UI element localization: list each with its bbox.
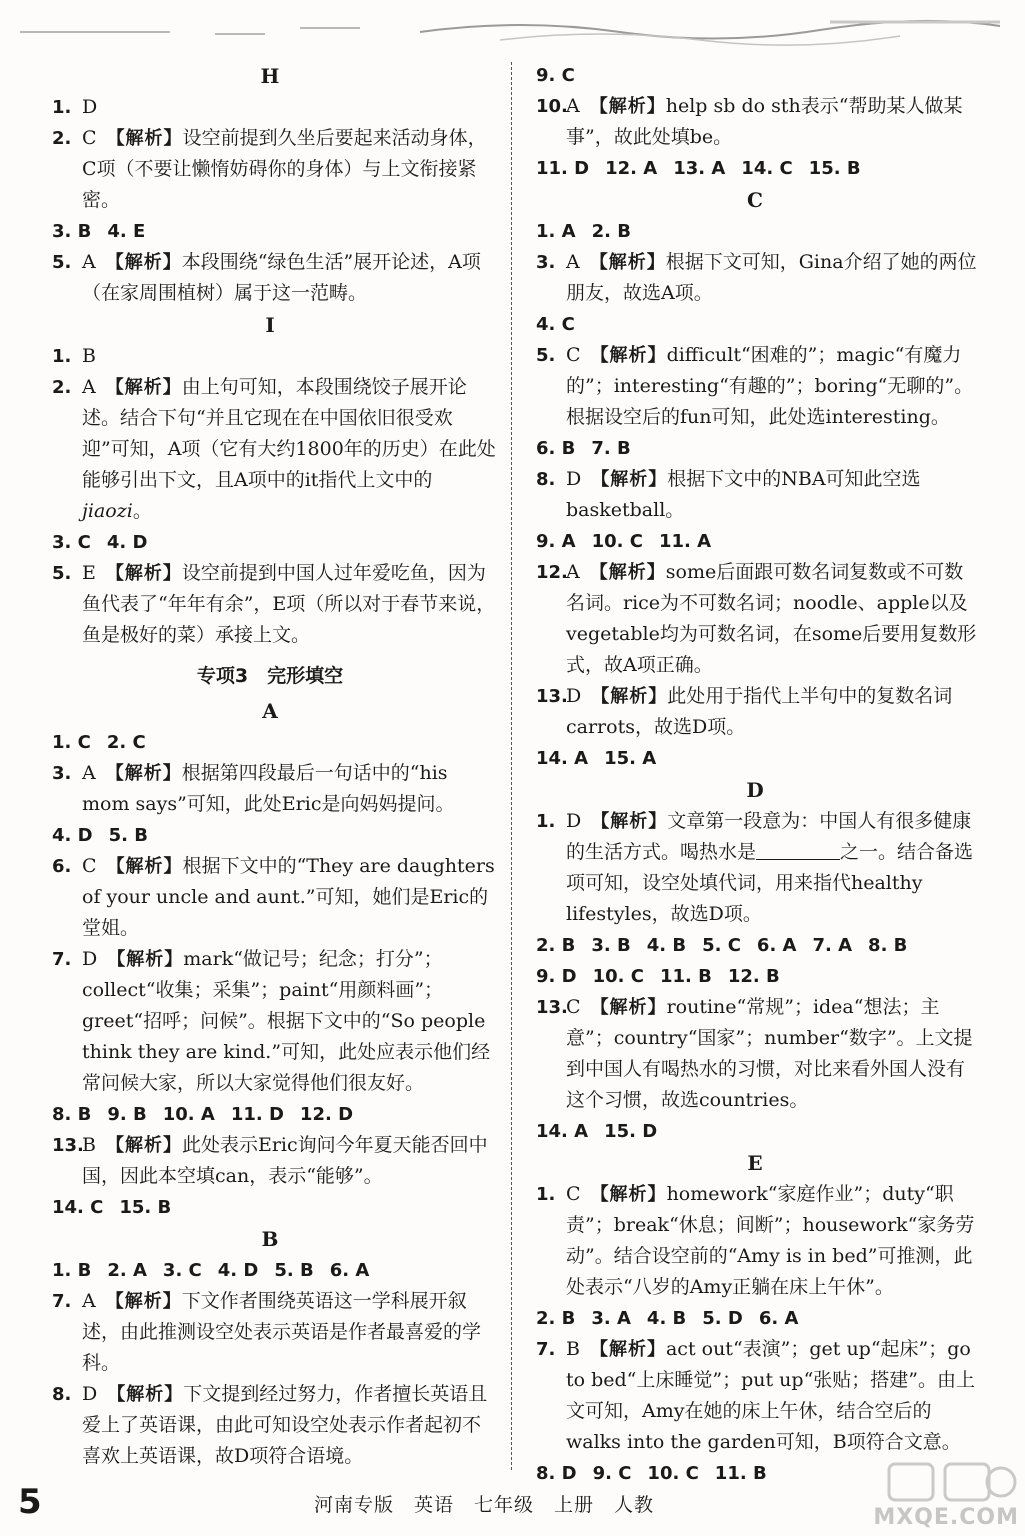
answers-d9-12: 9. D 10. C 11. B 12. B (536, 966, 780, 987)
section-title-b: B (261, 1227, 279, 1251)
answers-h3-4: 3. B 4. E (52, 221, 146, 242)
answers-e8-11: 8. D 9. C 10. C 11. B (536, 1463, 767, 1484)
section-title-c: C (747, 188, 763, 212)
footer-book-info: 河南专版 英语 七年级 上册 人教 (314, 1494, 655, 1516)
section-title-e: E (747, 1151, 763, 1175)
answers-d14-15: 14. A 15. D (536, 1121, 658, 1142)
answer-c3: 3. A 【解析】根据下文可知，Gina介绍了她的两位朋友，故选A项。 (536, 251, 977, 304)
special-topic-title: 专项3 完形填空 (196, 665, 344, 687)
answer-b9: 9. C (536, 65, 575, 86)
watermark-logo (849, 1460, 1019, 1530)
column-divider (511, 62, 512, 1470)
analysis-tag: 【解析】 (115, 128, 183, 149)
answer-i2: 2. A 【解析】由上句可知，本段围绕饺子展开论述。结合下句“并且它现在在中国依旧很受欢迎”可知，A项（它有大约1800年的历史）在此处能够引出下文，且A项中的it指代上文中的jiaozi。 (52, 376, 496, 522)
answer-h2: 2. C 【解析】设空前提到久坐后要起来活动身体，C项（不要让懒惰妨碍你的身体）与上文衔接紧密。 (52, 127, 487, 211)
answer-c8: 8. D 【解析】根据下文中的NBA可知此空选basketball。 (536, 468, 921, 521)
header-decoration (0, 10, 1025, 50)
section-title-h: H (260, 64, 280, 88)
answer-h1: 1. D (52, 96, 98, 118)
watermark-text: MXQE.COM (873, 1505, 1019, 1530)
answer-c4: 4. C (536, 314, 575, 335)
answer-i1: 1. B (52, 345, 96, 367)
answers-a1-2: 1. C 2. C (52, 732, 146, 753)
answer-c12: 12. A 【解析】some后面跟可数名词复数或不可数名词。rice为不可数名词；noodle、apple以及vegetable均为可数名词，在some后要用复数形式，故A项正确。 (536, 561, 977, 676)
answers-i3-4: 3. C 4. D (52, 532, 148, 553)
answer-d13: 13. C 【解析】routine“常规”；idea“想法；主意”；country“国家”；number“数字”。上文提到中国人有喝热水的习惯，对比来看外国人没有这个习惯，故选countries。 (536, 996, 973, 1111)
answer-a13: 13. B 【解析】此处表示Eric询问今年夏天能否回中国，因此本空填can，表示“能够”。 (52, 1134, 488, 1187)
answer-i5: 5. E 【解析】设空前提到中国人过年爱吃鱼，因为鱼代表了“年年有余”，E项（所以对于春节来说，鱼是极好的菜）承接上文。 (52, 562, 496, 646)
answer-h5: 5. A 【解析】本段围绕“绿色生活”展开论述，A项（在家周围植树）属于这一范畴。 (52, 251, 481, 304)
answer-e7: 7. B 【解析】act out“表演”；get up“起床”；go to bed“上床睡觉”；put up“张贴；搭建”。由上文可知，Amy在她的床上午休，结合空后的walks into the garden可知，B项符合文意。 (536, 1338, 976, 1453)
left-column (44, 60, 496, 1472)
answer-b8: 8. D 【解析】下文提到经过努力，作者擅长英语且爱上了英语课，由此可知设空处表示作者起初不喜欢上英语课，故D项符合语境。 (52, 1383, 488, 1467)
answers-a8-12: 8. B 9. B 10. A 11. D 12. D (52, 1104, 354, 1125)
fill-blank-line (756, 841, 840, 860)
answer-e1: 1. C 【解析】homework“家庭作业”；duty“职责”；break“休息；间断”；housework“家务劳动”。结合设空前的“Amy is in bed”可推测，此处表示“八岁的Amy正躺在床上午休”。 (536, 1183, 975, 1298)
section-title-d: D (746, 778, 764, 802)
answers-a4-5: 4. D 5. B (52, 825, 148, 846)
answers-c14-15: 14. A 15. A (536, 748, 657, 769)
answers-a14-15: 14. C 15. B (52, 1197, 172, 1218)
answers-c6-7: 6. B 7. B (536, 438, 631, 459)
answer-a7: 7. D 【解析】mark“做记号；纪念；打分”；collect“收集；采集”；paint“用颜料画”；greet“招呼；问候”。根据下文中的“So people think they are kind.”可知，此处应表示他们经常问候大家，所以大家觉得他们很友好。 (52, 948, 491, 1094)
answers-c1-2: 1. A 2. B (536, 221, 631, 242)
answer-a6: 6. C 【解析】根据下文中的“They are daughters of your uncle and aunt.”可知，她们是Eric的堂姐。 (52, 855, 495, 939)
page-number: 5 (18, 1482, 42, 1522)
answers-b11-15: 11. D 12. A 13. A 14. C 15. B (536, 158, 861, 179)
answers-e2-6: 2. B 3. A 4. B 5. D 6. A (536, 1308, 799, 1329)
answer-a3: 3. A 【解析】根据第四段最后一句话中的“his mom says”可知，此处Eric是向妈妈提问。 (52, 762, 455, 815)
answers-b1-6: 1. B 2. A 3. C 4. D 5. B 6. A (52, 1260, 370, 1281)
answer-d1: 1. D 【解析】文章第一段意为：中国人有很多健康的生活方式。喝热水是 之一。结合备选项可知，设空处填代词，用来指代healthy lifestyles，故选D项。 (536, 810, 974, 925)
right-column (528, 60, 982, 1489)
answer-c13: 13. D 【解析】此处用于指代上半句中的复数名词carrots，故选D项。 (536, 685, 953, 738)
answer-b7: 7. A 【解析】下文作者围绕英语这一学科展开叙述，由此推测设空处表示英语是作者最喜爱的学科。 (52, 1290, 482, 1374)
answers-d2-8: 2. B 3. B 4. B 5. C 6. A 7. A 8. B (536, 935, 908, 956)
answer-c5: 5. C 【解析】difficult“困难的”；magic“有魔力的”；interesting“有趣的”；boring“无聊的”。根据设空后的fun可知，此处选interesting。 (536, 344, 974, 428)
answer-b10: 10. A 【解析】help sb do sth表示“帮助某人做某事”，故此处填be。 (536, 95, 963, 148)
section-title-i: I (265, 313, 275, 337)
section-title-a: A (262, 699, 278, 723)
watermark-stamp-icon (849, 1460, 1019, 1508)
answers-c9-11: 9. A 10. C 11. A (536, 531, 712, 552)
